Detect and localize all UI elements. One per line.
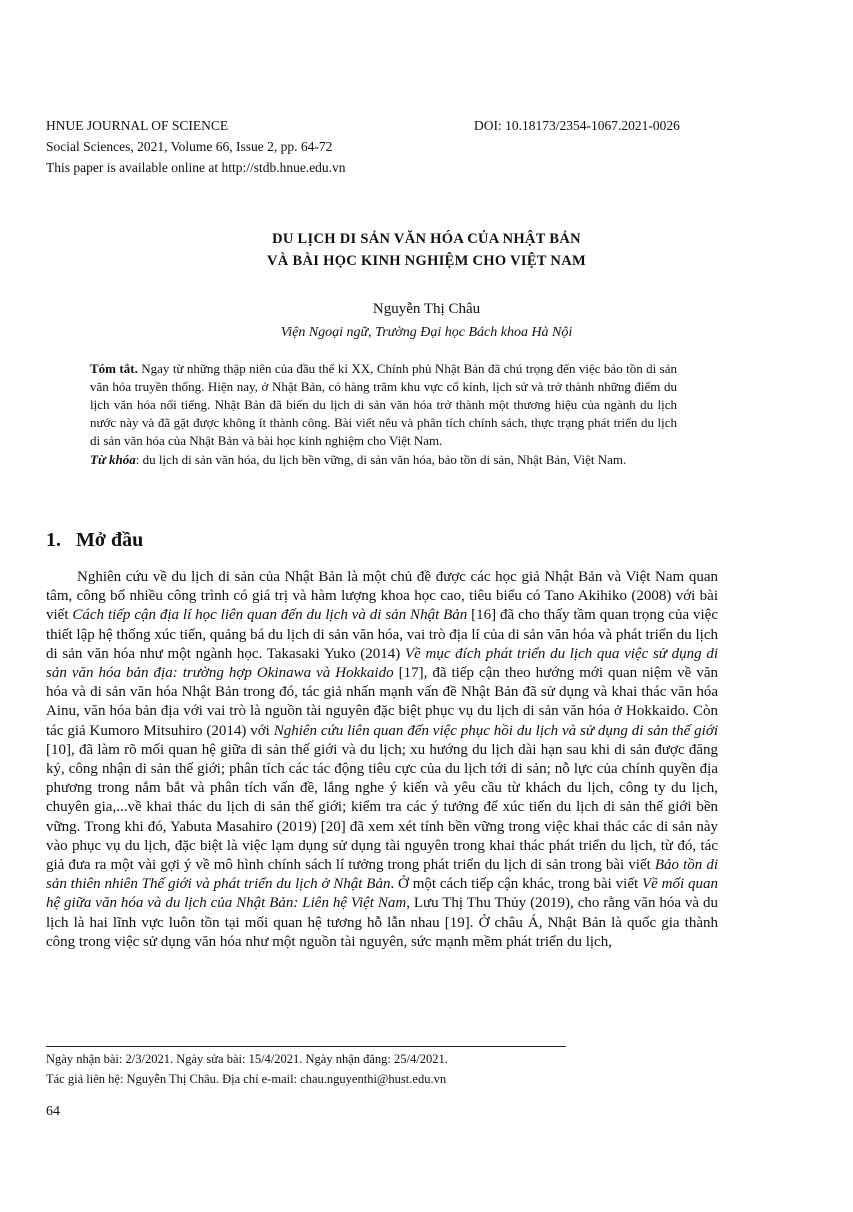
page-number: 64 — [46, 1104, 60, 1119]
footnote-divider — [46, 1046, 566, 1047]
doi: DOI: 10.18173/2354-1067.2021-0026 — [474, 118, 680, 133]
footnote-contact: Tác giả liên hệ: Nguyễn Thị Châu. Địa chỉ e-mail: chau.nguyenthi@hust.edu.vn — [46, 1072, 447, 1086]
paper-title-line-2: VÀ BÀI HỌC KINH NGHIỆM CHO VIỆT NAM — [267, 253, 586, 269]
cited-title-4: Bảo tồn di sản thiên nhiên Thế giới và phát triển du lịch ở Nhật Bản — [46, 857, 718, 893]
cited-title-5: Về mối quan hệ giữa văn hóa và du lịch của Nhật Bản: Liên hệ Việt Nam — [46, 876, 718, 912]
footnote-dates: Ngày nhận bài: 2/3/2021. Ngày sửa bài: 15/4/2021. Ngày nhận đăng: 25/4/2021. — [46, 1052, 448, 1066]
abstract — [90, 360, 677, 468]
author-name: Nguyễn Thị Châu — [372, 301, 481, 317]
abstract-paragraph — [90, 360, 677, 450]
body-text-1: Nghiên cứu về du lịch di sản của Nhật Bản là một chủ đề được các học giả Nhật Bản và Việt Nam quan tâm, công bố nhiều công trình có giá trị và hàm lượng khoa học cao, tiêu biểu có Tano Akihiko (2008) với bài viết — [46, 569, 718, 624]
cited-title-1: Cách tiếp cận địa lí học liên quan đến du lịch và di sản Nhật Bản — [72, 607, 468, 624]
body-text-6: , Lưu Thị Thu Thủy (2019), cho rằng văn hóa và du lịch là hai lĩnh vực luôn tồn tại mối quan hệ tương hỗ lẫn nhau [19]. Ở châu Á, Nhật Bản là quốc gia thành công trong việc sử dụng văn hóa như một nguồn tài nguyên, sức mạnh mềm phát triển du lịch, — [46, 895, 718, 950]
section-title: Mở đầu — [76, 529, 144, 551]
abstract-label: Tóm tắt. — [90, 361, 138, 376]
body-text-2: [16] đã cho thấy tầm quan trọng của việc thiết lập hệ thống xúc tiến, quảng bá du lịch di sản văn hóa, vai trò địa lí của di sản văn hóa và phát triển du lịch di sản văn hóa như một ngành học. Takasaki Yuko (2014) — [46, 607, 718, 662]
journal-name: HNUE JOURNAL OF SCIENCE — [46, 118, 229, 133]
section-number: 1. — [46, 529, 61, 551]
issue-info: Social Sciences, 2021, Volume 66, Issue 2, pp. 64-72 — [46, 139, 333, 154]
body-paragraph — [46, 568, 718, 952]
paper-title-line-1: DU LỊCH DI SẢN VĂN HÓA CỦA NHẬT BẢN — [272, 231, 581, 247]
abstract-text: Ngay từ những thập niên của đầu thế kỉ XX, Chính phủ Nhật Bản đã chú trọng đến việc bảo tồn di sản văn hóa truyền thống. Hiện nay, ở Nhật Bản, có hàng trăm khu vực cổ kính, lịch sử và trở thành những điểm du lịch văn hóa nổi tiếng. Nhật Bản đã biến du lịch di sản văn hóa trở thành một thương hiệu của ngành du lịch nước này và đã gặt được không ít thành công. Bài viết nêu và phân tích chính sách, thực trạng phát triển du lịch di sản văn hóa của Nhật Bản và bài học kinh nghiệm cho Việt Nam. — [90, 361, 677, 448]
body-text-4: [10], đã làm rõ mối quan hệ giữa di sản thế giới và du lịch; xu hướng du lịch dài hạn sau khi di sản được đăng ký, công nhận di sản thế giới; phân tích các tác động tiêu cực của du lịch tới di sản; nỗ lực của chính quyền địa phương trong nắm bắt và phân tích vấn đề, lắng nghe ý kiến và yêu cầu từ khách du lịch, công ty du lịch, chuyên gia,...về khai thác du lịch di sản thế giới; kiểm tra các ý tưởng để xúc tiến du lịch di sản thế giới bền vững. Trong khi đó, Yabuta Masahiro (2019) [20] đã xem xét tính bền vững trong việc khai thác các di sản này vào phục vụ du lịch, đặc biệt là việc lạm dụng sử dụng tài nguyên trong khai thác phát triển du lịch, từ đó, tác giả đưa ra một vài gợi ý về mô hình chính sách lí tưởng trong phát triển du lịch di sản trong bài viết — [46, 741, 718, 874]
keywords-paragraph — [90, 451, 677, 469]
author-affiliation: Viện Ngoại ngữ, Trường Đại học Bách khoa Hà Nội — [280, 325, 573, 340]
keywords-label: Từ khóa — [90, 451, 136, 467]
keywords-text: : du lịch di sản văn hóa, du lịch bền vững, di sản văn hóa, bảo tồn di sản, Nhật Bản, Việt Nam. — [135, 451, 627, 467]
body-text-3: [17], đã tiếp cận theo hướng mới quan niệm về văn hóa và di sản văn hóa Nhật Bản trong đó, tác giả nhấn mạnh vấn đề Nhật Bản đã sử dụng và khai thác văn hóa Ainu, văn hóa bản địa với vai trò là nguồn tài nguyên đặc biệt phục vụ du lịch di sản văn hóa ở Hokkaido. Còn tác giả Kumoro Mitsuhiro (2014) với — [46, 665, 718, 739]
online-availability: This paper is available online at http://stdb.hnue.edu.vn — [46, 160, 346, 175]
body-text-5: . Ở một cách tiếp cận khác, trong bài viết — [390, 876, 643, 893]
cited-title-2: Về mục đích phát triển du lịch qua việc sử dụng di sản văn hóa bản địa: trường hợp Okinawa và Hokkaido — [46, 645, 719, 682]
cited-title-3: Nghiên cứu liên quan đến việc phục hồi du lịch và sử dụng di sản thế giới — [273, 722, 718, 739]
section-heading — [46, 529, 143, 552]
